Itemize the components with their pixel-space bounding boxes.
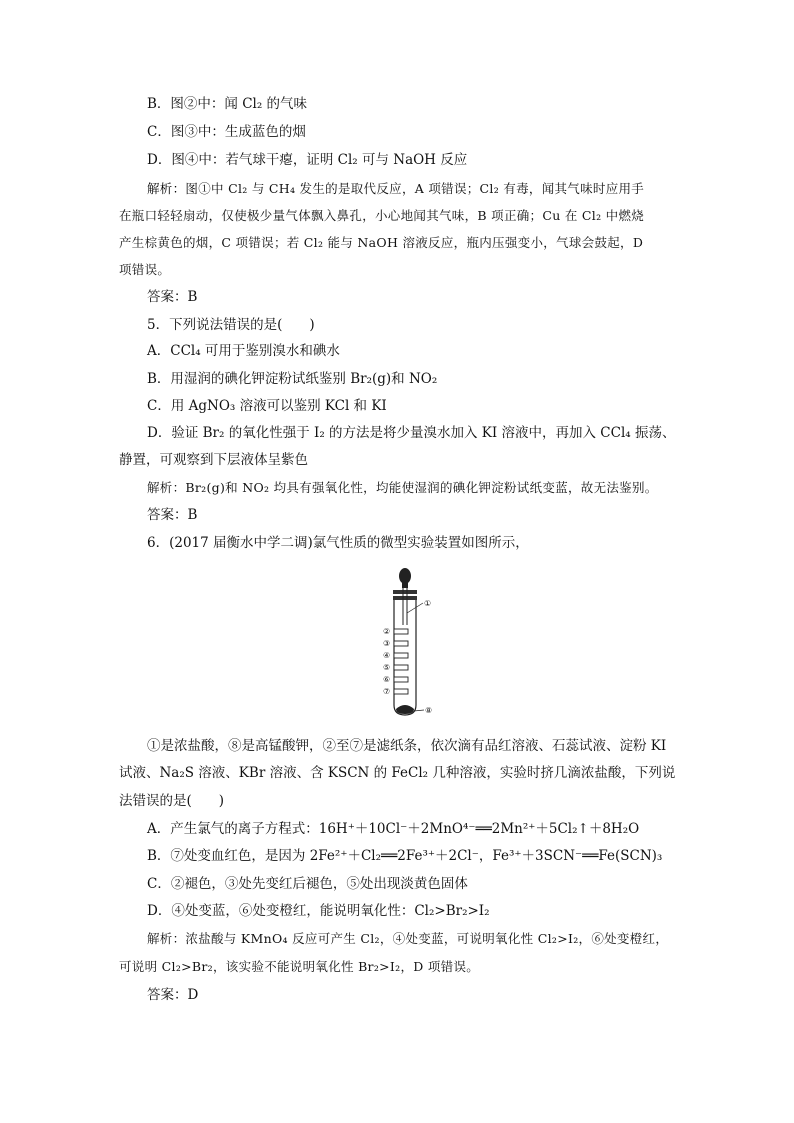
q6-description-line-2: 试液、Na₂S 溶液、KBr 溶液、含 KSCN 的 FeCl₂ 几种溶液，实验时挤几滴浓盐酸，下列说	[119, 765, 676, 781]
apparatus-figure	[378, 563, 448, 723]
q6-option-a: A．产生氯气的离子方程式：16H⁺＋10Cl⁻＋2MnO⁴⁻══2Mn²⁺＋5Cl₂↑＋8H₂O	[147, 821, 640, 837]
q6-option-b: B．⑦处变血红色，是因为 2Fe²⁺＋Cl₂══2Fe³⁺＋2Cl⁻，Fe³⁺＋3SCN⁻══Fe(SCN)₃	[147, 848, 663, 864]
q4-explanation-line-2: 在瓶口轻轻扇动，仅使极少量气体飘入鼻孔，小心地闻其气味，B 项正确；Cu 在 Cl₂ 中燃烧	[119, 208, 645, 223]
q4-explanation-line-3: 产生棕黄色的烟，C 项错误；若 Cl₂ 能与 NaOH 溶液反应，瓶内压强变小，气球会鼓起，D	[119, 235, 644, 250]
leader-1	[407, 603, 423, 613]
q4-explanation-label: 解析：	[147, 181, 186, 196]
q6-option-c: C．②褪色，③处先变红后褪色，⑤处出现淡黄色固体	[147, 876, 468, 892]
label-4: ④	[383, 651, 391, 660]
stopper-top	[393, 590, 417, 594]
q6-explanation-line-1	[147, 929, 668, 949]
q4-answer-label: 答案：	[147, 289, 188, 305]
dropper-neck	[402, 582, 408, 588]
kmno4-solid	[396, 705, 414, 714]
q6-explanation-text-1: 浓盐酸与 KMnO₄ 反应可产生 Cl₂，④处变蓝，可说明氧化性 Cl₂>I₂，⑥处变橙红，	[185, 931, 669, 946]
filter-paper-strips	[394, 629, 408, 694]
q5-explanation-label: 解析：	[147, 480, 186, 495]
q4-option-b: B．图②中：闻 Cl₂ 的气味	[147, 96, 308, 112]
q5-answer-value: B	[187, 507, 198, 523]
q5-explanation-text: Br₂(g)和 NO₂ 均具有强氧化性，均能使湿润的碘化钾淀粉试纸变蓝，故无法鉴别。	[185, 480, 658, 495]
stopper-bottom	[393, 596, 417, 600]
q5-explanation	[147, 478, 658, 498]
strip-4	[394, 653, 408, 658]
q6-option-d: D．④处变蓝，⑥处变橙红，能说明氧化性：Cl₂>Br₂>I₂	[147, 903, 490, 919]
label-7: ⑦	[383, 687, 391, 696]
strip-3	[394, 641, 408, 646]
strip-6	[394, 677, 408, 682]
q5-answer	[147, 505, 197, 525]
q5-stem: 5．下列说法错误的是( )	[147, 317, 315, 333]
q5-option-a: A．CCl₄ 可用于鉴别溴水和碘水	[147, 343, 340, 359]
q6-stem: 6．(2017 届衡水中学二调)氯气性质的微型实验装置如图所示，	[147, 535, 529, 551]
strip-5	[394, 665, 408, 670]
q5-option-b: B．用湿润的碘化钾淀粉试纸鉴别 Br₂(g)和 NO₂	[147, 371, 438, 387]
q5-option-d-line-2: 静置，可观察到下层液体呈紫色	[119, 452, 308, 468]
q6-answer-label: 答案：	[147, 987, 188, 1003]
q4-explanation-line-1	[147, 179, 644, 199]
q6-description-line-3: 法错误的是( )	[119, 793, 225, 809]
strip-7	[394, 689, 408, 694]
q4-answer-value: B	[187, 289, 198, 305]
q4-option-c: C．图③中：生成蓝色的烟	[147, 124, 306, 140]
label-5: ⑤	[383, 663, 391, 672]
label-2: ②	[383, 627, 391, 636]
q4-answer	[147, 287, 197, 307]
q6-description-line-1: ①是浓盐酸，⑧是高锰酸钾，②至⑦是滤纸条，依次滴有品红溶液、石蕊试液、淀粉 KI	[147, 738, 667, 754]
label-6: ⑥	[383, 675, 391, 684]
label-1: ①	[424, 599, 432, 608]
q6-answer	[147, 985, 198, 1005]
label-8: ⑧	[425, 706, 433, 715]
strip-2	[394, 629, 408, 634]
q5-option-c: C．用 AgNO₃ 溶液可以鉴别 KCl 和 KI	[147, 398, 387, 414]
q4-option-d: D．图④中：若气球干瘪，证明 Cl₂ 可与 NaOH 反应	[147, 152, 468, 168]
q5-option-d-line-1: D．验证 Br₂ 的氧化性强于 I₂ 的方法是将少量溴水加入 KI 溶液中，再加入 CCl₄ 振荡、	[147, 425, 676, 441]
label-3: ③	[383, 639, 391, 648]
dropper-bulb	[399, 568, 411, 584]
q4-explanation-text: 图①中 Cl₂ 与 CH₄ 发生的是取代反应，A 项错误；Cl₂ 有毒，闻其气味时应用手	[185, 181, 645, 196]
q6-answer-value: D	[187, 987, 199, 1003]
q5-answer-label: 答案：	[147, 507, 188, 523]
q4-explanation-line-4: 项错误。	[119, 262, 171, 277]
q6-explanation-line-2: 可说明 Cl₂>Br₂，该实验不能说明氧化性 Br₂>I₂，D 项错误。	[119, 959, 480, 974]
q6-explanation-label: 解析：	[147, 931, 186, 946]
